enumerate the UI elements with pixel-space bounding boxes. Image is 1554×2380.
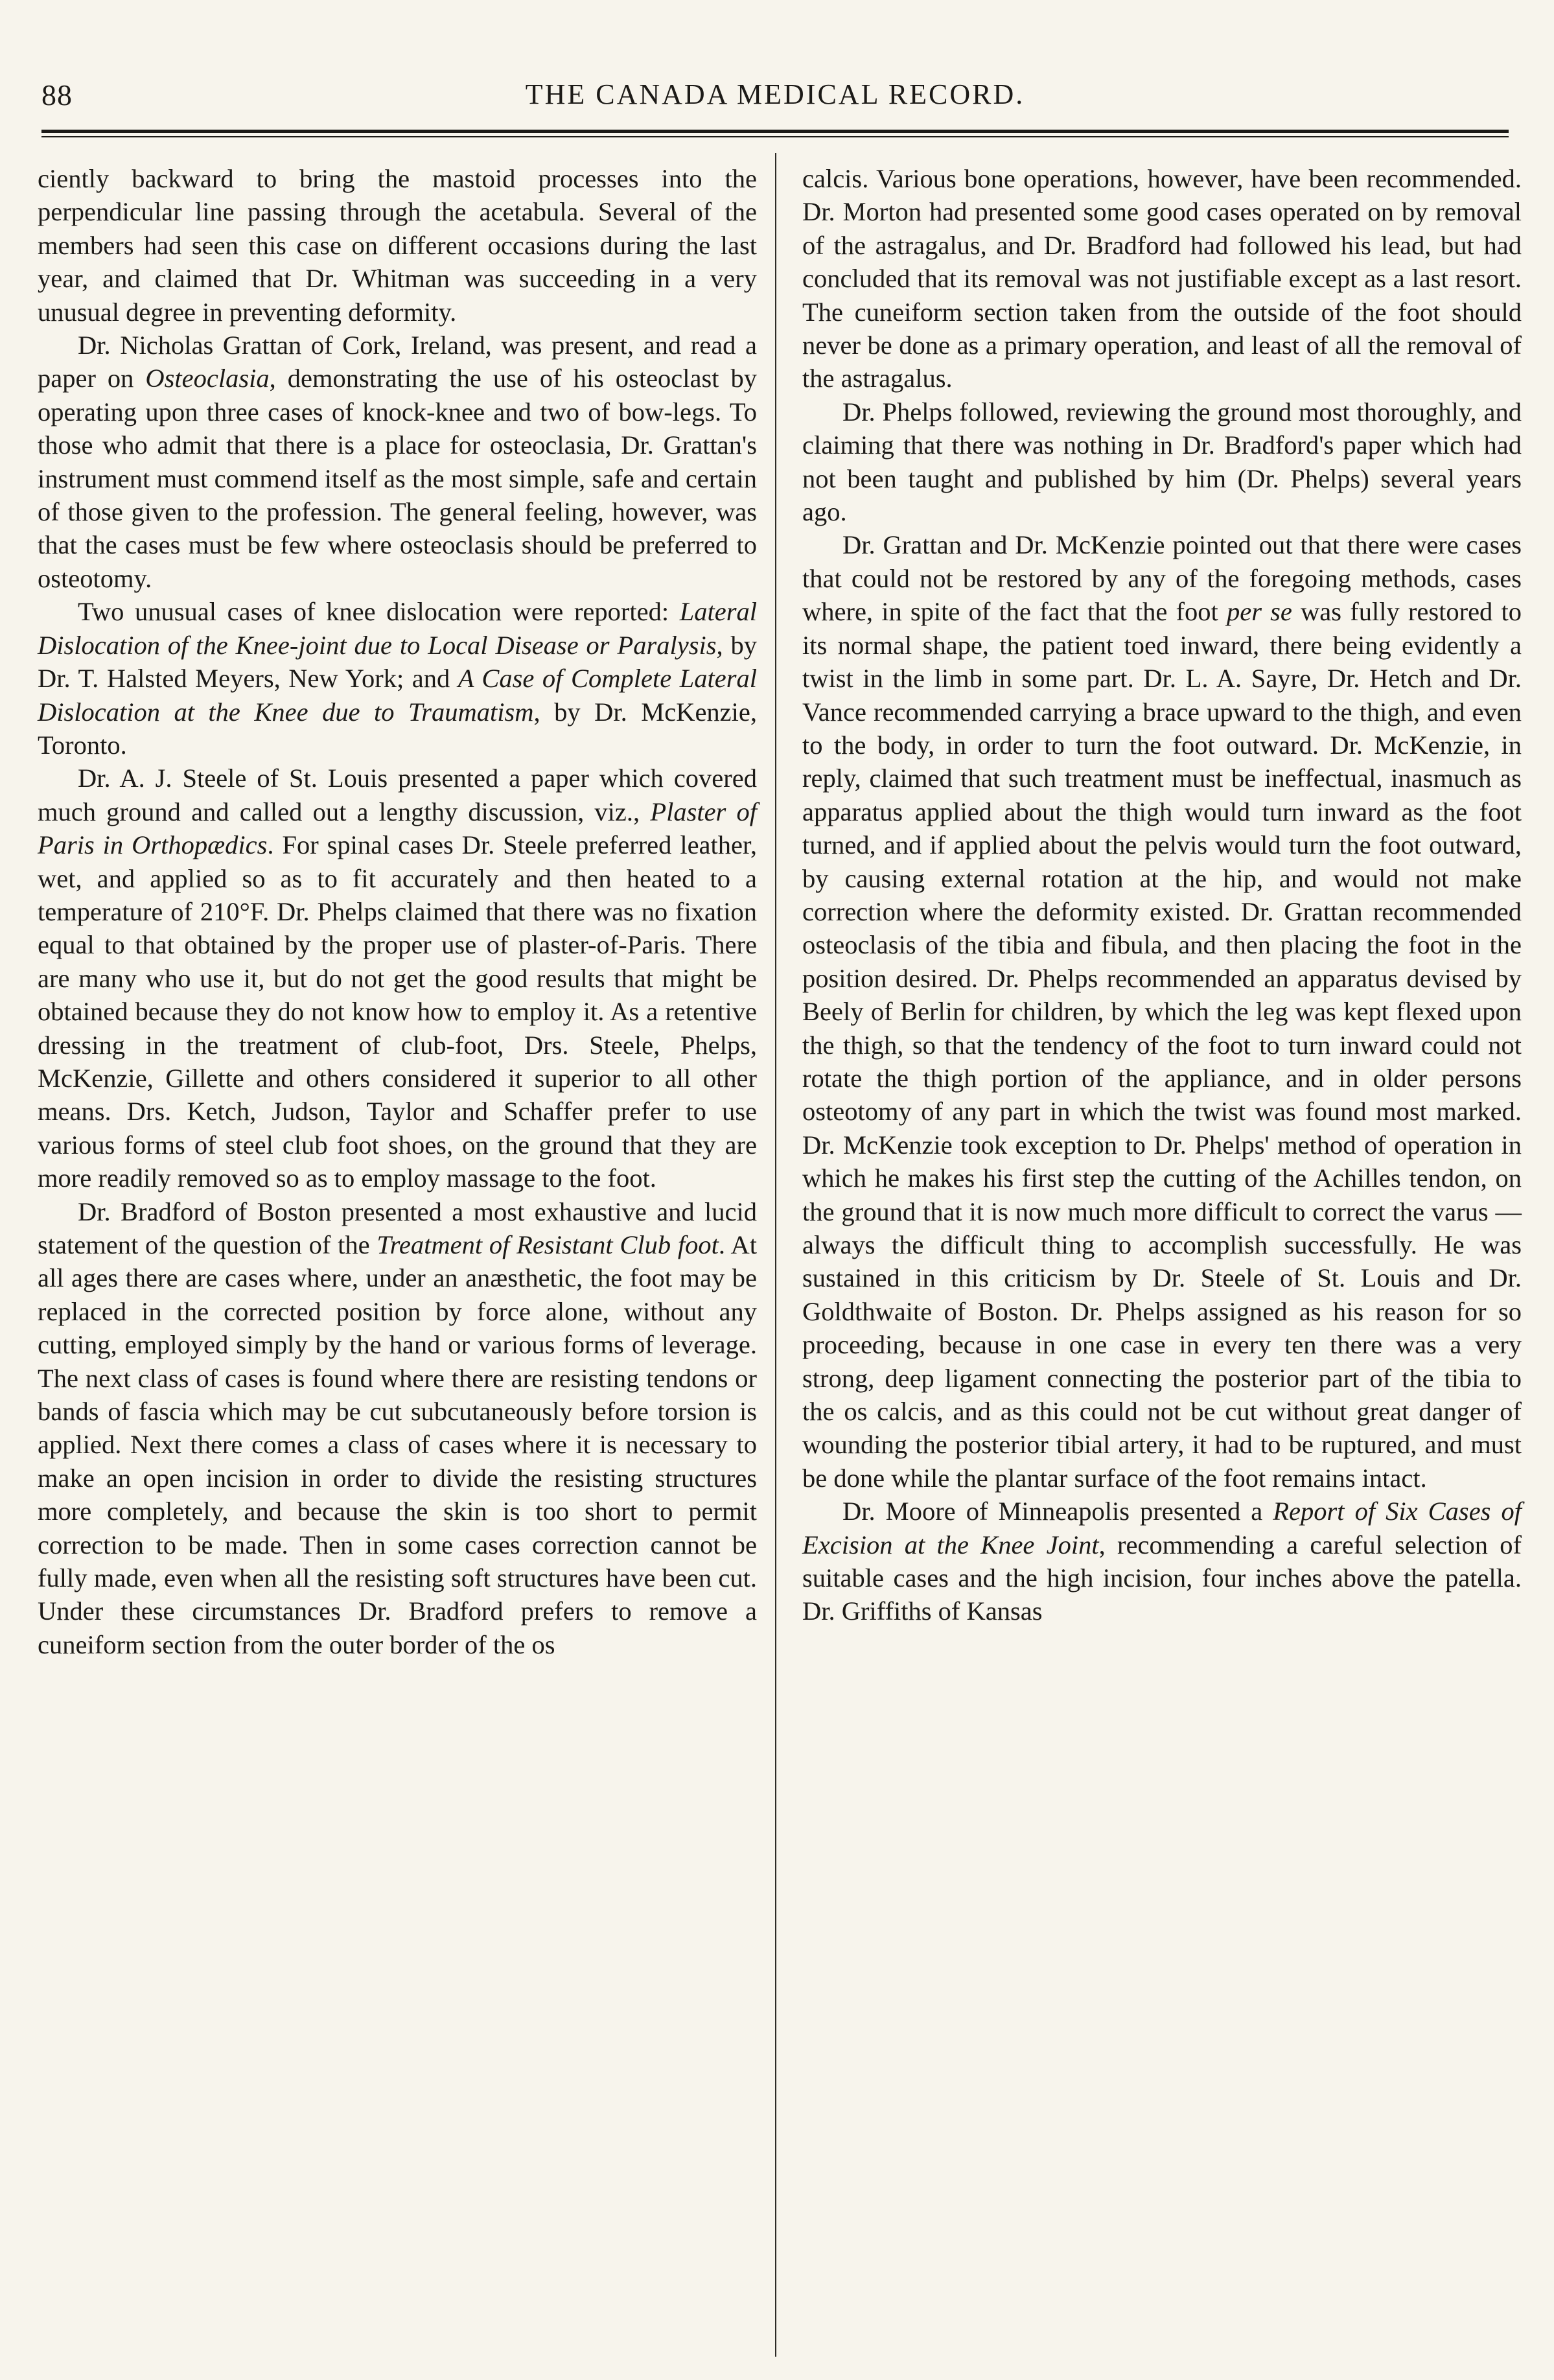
paragraph [802, 162, 1522, 395]
italic-title-text: Plaster of Paris in Orthopædics [38, 797, 758, 860]
paragraph-text: Dr. Phelps followed, reviewing the ground most thoroughly, and claiming that there was nothing in Dr. Bradford's paper which had not been taught and published by him (Dr. Phelps) several years ago. [802, 397, 1522, 527]
paragraph [38, 162, 757, 329]
italic-title-text: Lateral Dislocation of the Knee-joint due to Local Disease or Paralysis [38, 597, 757, 660]
right-column [802, 162, 1522, 1628]
paragraph-text: , recommending a careful selection of suitable cases and the high incision, four inches above the patella. Dr. Griffiths of Kansas [802, 1530, 1522, 1626]
left-column [38, 162, 757, 1661]
page-header [41, 78, 1509, 123]
italic-title-text: Osteoclasia [145, 364, 270, 393]
paragraph [38, 595, 757, 762]
paragraph-text: Dr. A. J. Steele of St. Louis presented a paper which covered much ground and called out a lengthy discussion, viz., [38, 764, 757, 826]
paragraph-text: Dr. Grattan and Dr. McKenzie pointed out that there were cases that could not be restored by any of the foregoing methods, cases where, in spite of the fact that the foot [802, 530, 1522, 627]
paragraph-text: was fully restored to its normal shape, the patient toed inward, there being evidently a twist in the limb in some part. Dr. L. A. Sayre, Dr. Hetch and Dr. Vance recommended carrying a brace upward to the thigh, and even to the body, in order to turn the foot outward. Dr. McKenzie, in reply, claimed that such treatment must be ineffectual, inasmuch as apparatus applied about the thigh would turn inward as the foot turned, and if applied about the pelvis would turn the foot outward, by causing external rotation at the hip, and would not make correction where the deformity existed. Dr. Grattan recommended osteoclasis of the tibia and fibula, and then placing the foot in the position desired. Dr. Phelps recommended an apparatus devised by Beely of Berlin for children, by which the leg was kept flexed upon the thigh, so that the tendency of the foot to turn inward could not rotate the thigh portion of the appliance, and in older persons osteotomy of any part in which the twist was found most marked. Dr. McKenzie took exception to Dr. Phelps' method of operation in which he makes his first step the cutting of the Achilles tendon, on the ground that it is now much more difficult to correct the varus — always the difficult thing to accomplish successfully. He was sustained in this criticism by Dr. Steele of St. Louis and Dr. Goldthwaite of Boston. Dr. Phelps assigned as his reason for so proceeding, because in one case in every ten there was a very strong, deep ligament connecting the posterior part of the tibia to the os calcis, and as this could not be cut without great danger of wounding the posterior tibial artery, it had to be ruptured, and must be done while the plantar surface of the foot remains intact. [802, 597, 1522, 1493]
paragraph [802, 395, 1522, 529]
italic-title-text: per se [1226, 597, 1292, 627]
italic-title-text: A Case of Complete Lateral Dislocation at the Knee due to Traumatism [38, 664, 757, 727]
paragraph [802, 528, 1522, 1495]
header-rule-thin [41, 136, 1509, 137]
paragraph-text: ciently backward to bring the mastoid processes into the perpendicular line passing through the acetabula. Several of the members had seen this case on different occasions during the last year, and claimed that Dr. Whitman was succeeding in a very unusual degree in preventing deformity. [38, 164, 757, 327]
paragraph [38, 762, 757, 1195]
paragraph-text: . For spinal cases Dr. Steele preferred leather, wet, and applied so as to fit accurately and then heated to a temperature of 210°F. Dr. Phelps claimed that there was no fixation equal to that obtained by the proper use of plaster-of-Paris. There are many who use it, but do not get the good results that might be obtained because they do not know how to employ it. As a retentive dressing in the treatment of club-foot, Drs. Steele, Phelps, McKenzie, Gillette and others considered it superior to all other means. Drs. Ketch, Judson, Taylor and Schaffer prefer to use various forms of steel club foot shoes, on the ground that they are more readily removed so as to employ massage to the foot. [38, 830, 757, 1193]
paragraph-text: , by Dr. T. Halsted Meyers, New York; and [38, 630, 758, 694]
paragraph-text: calcis. Various bone operations, however, have been recommended. Dr. Morton had presented some good cases operated on by removal of the astragalus, and Dr. Bradford had followed his lead, but had concluded that its removal was not justifiable except as a last resort. The cuneiform section taken from the outside of the foot should never be done as a primary operation, and least of all the removal of the astragalus. [802, 164, 1522, 393]
header-rule [41, 130, 1509, 133]
paragraph-text: , demonstrating the use of his osteoclast by operating upon three cases of knock-knee and two of bow-legs. To those who admit that there is a place for osteoclasia, Dr. Grattan's instrument must commend itself as the most simple, safe and certain of those given to the profession. The general feeling, however, was that the cases must be few where osteoclasis should be preferred to osteotomy. [38, 364, 757, 593]
running-title: THE CANADA MEDICAL RECORD. [525, 78, 1025, 110]
paragraph-text: , by Dr. McKenzie, Toronto. [38, 697, 757, 760]
italic-title-text: Report of Six Cases of Excision at the Knee Joint [802, 1497, 1522, 1559]
paragraph-text: Two unusual cases of knee dislocation were reported: [78, 597, 680, 627]
page-number: 88 [41, 78, 73, 111]
paragraph-text: Dr. Nicholas Grattan of Cork, Ireland, was present, and read a paper on [38, 331, 757, 393]
paragraph [38, 329, 757, 595]
paragraph [802, 1495, 1522, 1628]
paragraph-text: Dr. Moore of Minneapolis presented a [842, 1497, 1273, 1526]
italic-title-text: Treatment of Resistant Club foot [377, 1230, 719, 1259]
paragraph-text: Dr. Bradford of Boston presented a most exhaustive and lucid statement of the question of the [38, 1196, 757, 1259]
paragraph-text: . At all ages there are cases where, under an anæsthetic, the foot may be replaced in the corrected position by force alone, without any cutting, employed simply by the hand or various forms of leverage. The next class of cases is found where there are resisting tendons or bands of fascia which may be cut subcutaneously before torsion is applied. Next there comes a class of cases where it is necessary to make an open incision in order to divide the resisting structures more completely, and because the skin is too short to permit correction to be made. Then in some cases correction cannot be fully made, even when all the resisting soft structures have been cut. Under these circumstances Dr. Bradford prefers to remove a cuneiform section from the outer border of the os [38, 1230, 757, 1659]
paragraph [38, 1195, 757, 1662]
column-divider [775, 153, 776, 2357]
